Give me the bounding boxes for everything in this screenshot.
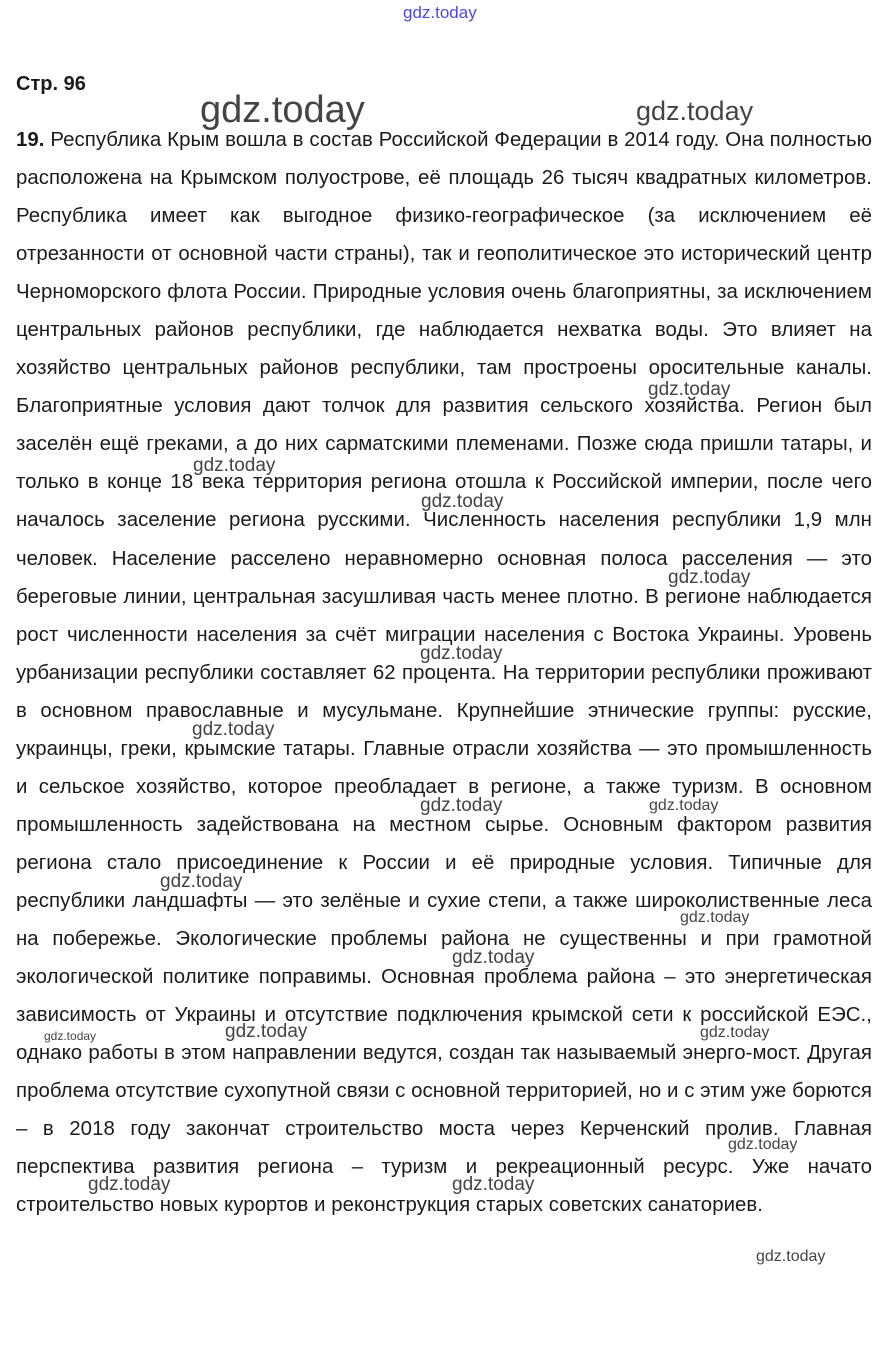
watermark: gdz.today xyxy=(452,947,535,968)
task-paragraph xyxy=(16,121,872,1224)
header-watermark: gdz.today xyxy=(403,3,477,22)
watermark: gdz.today xyxy=(192,719,275,740)
watermark: gdz.today xyxy=(756,1248,826,1265)
task-text: Республика Крым вошла в состав Российской Федерации в 2014 году. Она полностью расположена на Крымском полуострове, её площадь 26 тысяч квадратных километров. Республика имеет как выгодное физико-географическое (за исключением её отрезанности от основной части страны), так и геополитическое это исторический центр Черноморского флота России. Природные условия очень благоприятны, за исключением центральных районов республики, где наблюдается нехватка воды. Это влияет на хозяйство центральных районов республики, там простроены оросительные каналы. Благоприятные условия дают толчок для развития сельского хозяйства. Регион был заселён ещё греками, а до них сарматскими племенами. Позже сюда пришли татары, и только в конце 18 века территория региона отошла к Российской империи, после чего началось заселение региона русскими. Численность населения республики 1,9 млн человек. Население расселено неравномерно основная полоса расселения — это береговые линии, центральная засушливая часть менее плотно. В регионе наблюдается рост численности населения за счёт миграции населения с Востока Украины. Уровень урбанизации республики составляет 62 процента. На территории республики проживают в основном православные и мусульмане. Крупнейшие этнические группы: русские, украинцы, греки, крымские татары. Главные отрасли хозяйства — это промышленность и сельское хозяйство, которое преобладает в регионе, а также туризм. В основном промышленность задействована на местном сырье. Основным фактором развития региона стало присоединение к России и её природные условия. Типичные для республики ландшафты — это зелёные и сухие степи, а также широколиственные леса на побережье. Экологические проблемы района не существенны и при грамотной экологической политике поправимы. Основная проблема района – это энергетическая зависимость от Украины и отсутствие подключения крымской сети к российской ЕЭС., однако работы в этом направлении ведутся, создан так называемый энерго-мост. Другая проблема отсутствие сухопутной связи с основной территорией, но и с этим уже борются – в 2018 году закончат строительство моста через Керченский пролив. Главная перспектива развития региона – туризм и рекреационный ресурс. Уже начато строительство новых курортов и реконструкция старых советских санаториев. xyxy=(16,129,873,1217)
watermark: gdz.today xyxy=(160,871,243,892)
watermark: gdz.today xyxy=(44,1029,97,1043)
watermark: gdz.today xyxy=(421,491,504,512)
watermark: gdz.today xyxy=(193,455,276,476)
watermark: gdz.today xyxy=(648,379,731,400)
watermark: gdz.today xyxy=(649,797,719,814)
watermark: gdz.today xyxy=(88,1174,171,1195)
watermark: gdz.today xyxy=(420,795,503,816)
watermark: gdz.today xyxy=(668,567,751,588)
watermark: gdz.today xyxy=(452,1174,535,1195)
task-number: 19. xyxy=(16,129,45,151)
watermark: gdz.today xyxy=(225,1021,308,1042)
watermark: gdz.today xyxy=(200,89,365,131)
watermark: gdz.today xyxy=(728,1136,798,1153)
watermark: gdz.today xyxy=(700,1024,770,1041)
watermark: gdz.today xyxy=(636,96,754,126)
watermark: gdz.today xyxy=(680,909,750,926)
watermark: gdz.today xyxy=(420,643,503,664)
page-title: Стр. 96 xyxy=(16,73,86,95)
